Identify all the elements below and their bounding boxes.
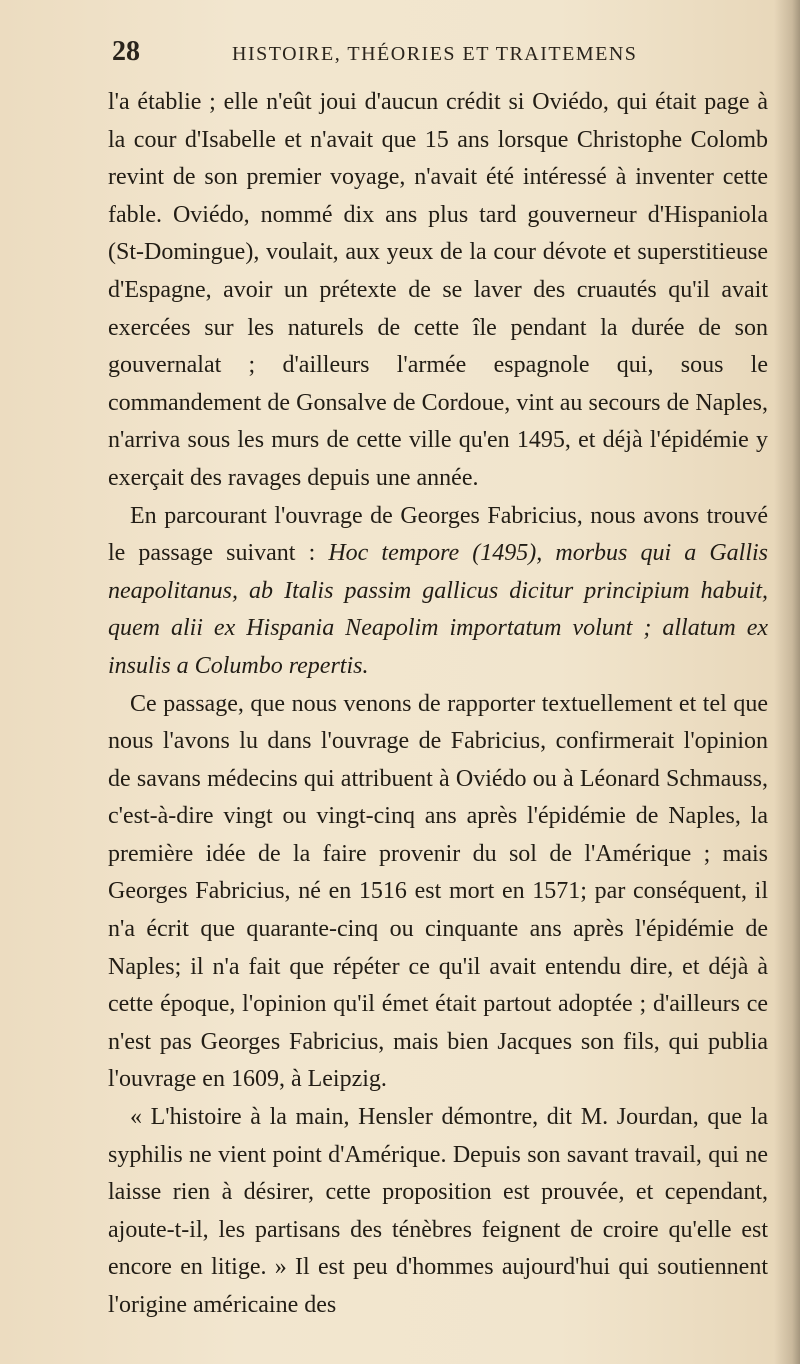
page-edge-shadow: [774, 0, 800, 1364]
latin-quotation: Hoc tempore (1495), morbus qui a Gallis neapolitanus, ab Italis passim gallicus dicitur principium habuit, quem alii ex Hispania Neapolim importatum volunt ; allatum ex insulis a Columbo repertis.: [108, 540, 769, 679]
paragraph-fabricius-quote: [108, 498, 768, 686]
paragraph-fabricius-analysis: Ce passage, que nous venons de rapporter textuellement et tel que nous l'avons lu dans l'ouvrage de Fabricius, confirmerait l'opinion de savans médecins qui attribuent à Oviédo ou à Léonard Schmauss, c'est-à-dire vingt ou vingt-cinq ans après l'épidémie de Naples, la première idée de la faire provenir du sol de l'Amérique ; mais Georges Fabricius, né en 1516 est mort en 1571; par conséquent, il n'a écrit que quarante-cinq ou cinquante ans après l'épidémie de Naples; il n'a fait que répéter ce qu'il avait entendu dire, et déjà à cette époque, l'opinion qu'il émet était partout adoptée ; d'ailleurs ce n'est pas Georges Fabricius, mais bien Jacques son fils, qui publia l'ouvrage en 1609, à Leipzig.: [108, 690, 768, 1093]
page-header: [112, 36, 752, 76]
paragraph-hensler: « L'histoire à la main, Hensler démontre, dit M. Jourdan, que la syphilis ne vient point d'Amérique. Depuis son savant travail, qui ne laisse rien à désirer, cette proposition est prouvée, et cependant, ajoute-t-il, les partisans des ténèbres feignent de croire qu'elle est encore en litige. » Il est peu d'hommes aujourd'hui qui soutiennent l'origine américaine des: [108, 1104, 768, 1318]
paragraph-oviedo: l'a établie ; elle n'eût joui d'aucun crédit si Oviédo, qui était page à la cour d'Isabelle et n'avait que 15 ans lorsque Christophe Colomb revint de son premier voyage, n'avait été intéressé à inventer cette fable. Oviédo, nommé dix ans plus tard gouverneur d'Hispaniola (St-Domingue), voulait, aux yeux de la cour dévote et superstitieuse d'Espagne, avoir un prétexte de se laver des cruautés qu'il avait exercées sur les naturels de cette île pendant la durée de son gouvernalat ; d'ailleurs l'armée espagnole qui, sous le commandement de Gonsalve de Cordoue, vint au secours de Naples, n'arriva sous les murs de cette ville qu'en 1495, et déjà l'épidémie y exerçait des ravages depuis une année.: [108, 89, 768, 491]
page-number: 28: [112, 36, 140, 67]
quote-intro: En parcourant l'ouvrage de Georges Fabricius, nous avons trouvé le passage suivant :: [108, 502, 768, 567]
body-text: [108, 84, 768, 1325]
running-head: HISTOIRE, THÉORIES ET TRAITEMENS: [232, 43, 638, 65]
